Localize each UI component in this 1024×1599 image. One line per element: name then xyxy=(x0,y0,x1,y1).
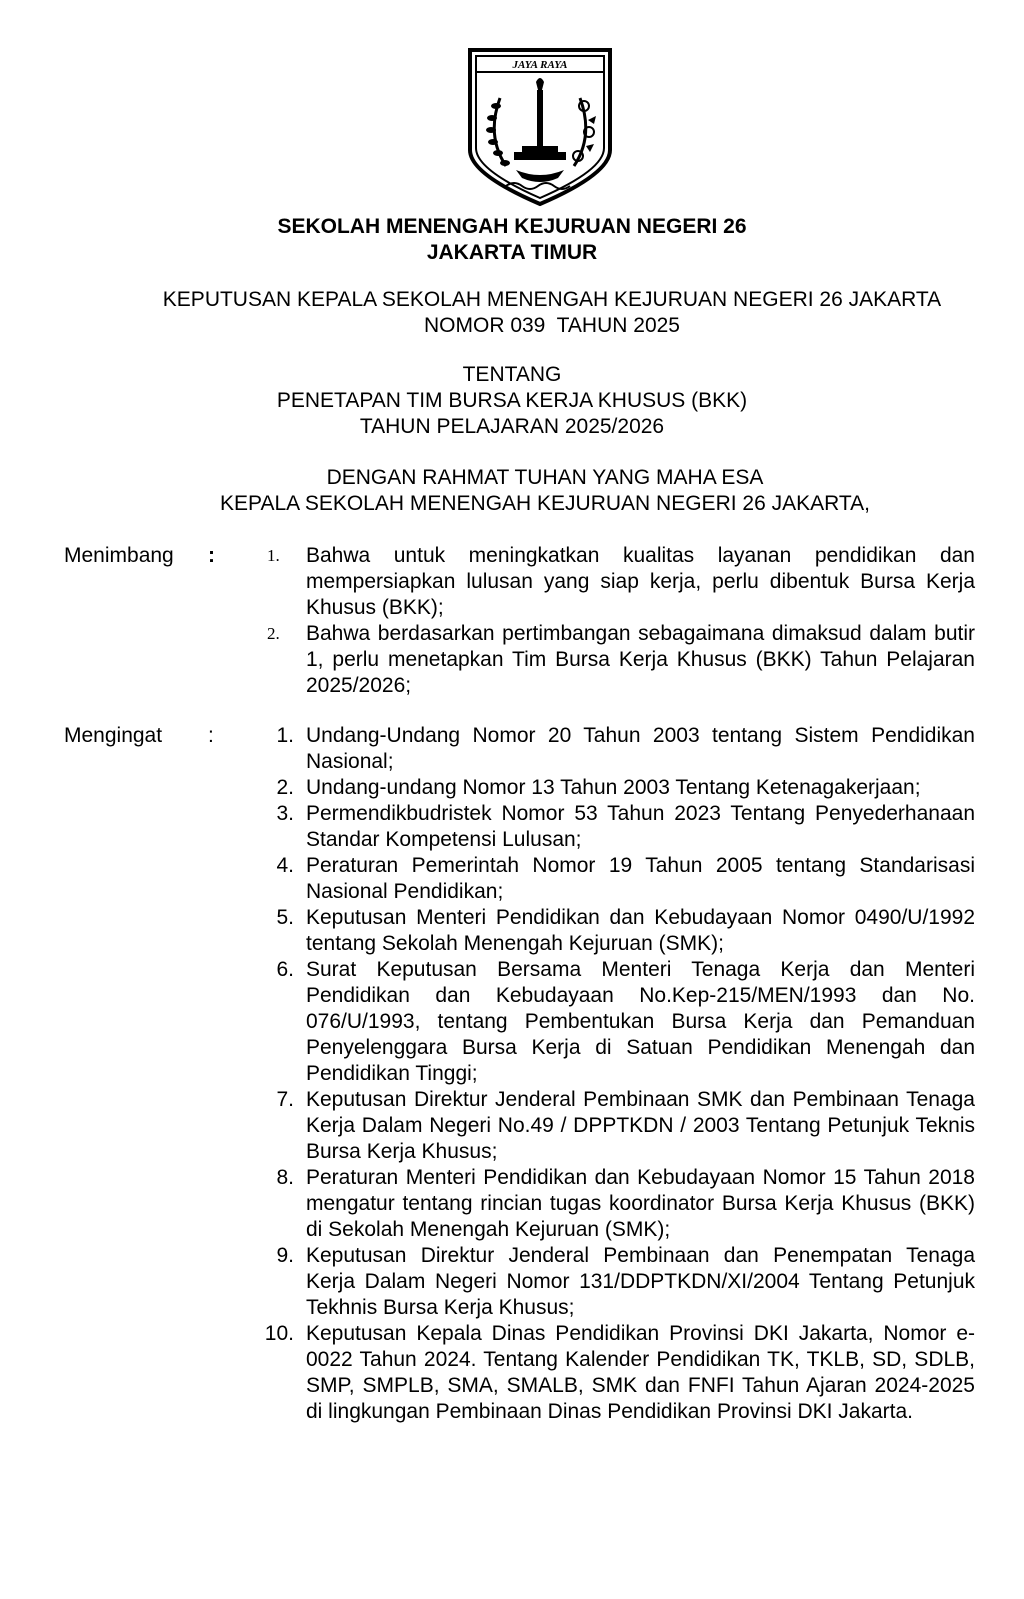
list-item-number: 4. xyxy=(276,854,294,877)
list-item-number: 2. xyxy=(267,624,280,643)
jakarta-emblem-logo xyxy=(466,46,614,208)
decree-heading xyxy=(126,287,978,339)
list-item-number: 1. xyxy=(276,724,294,747)
list-item xyxy=(258,723,975,775)
topic-label: TENTANG xyxy=(462,363,562,386)
list-item-text: Bahwa untuk meningkatkan kualitas layanan pendidikan dan mempersiapkan lulusan yang siap kerja, perlu dibentuk Bursa Kerja Khusus (BKK); xyxy=(306,544,975,619)
menimbang-label: Menimbang xyxy=(64,544,174,567)
list-item-number: 2. xyxy=(276,776,294,799)
menimbang-colon: : xyxy=(208,544,215,567)
list-item-text: Keputusan Kepala Dinas Pendidikan Provinsi DKI Jakarta, Nomor e-0022 Tahun 2024. Tentang Kalender Pendidikan TK, TKLB, SD, SDLB, SMP, SMPLB, SMA, SMALB, SMK dan FNFI Tahun Ajaran 2024-2025 di lingkungan Pembinaan Dinas Pendidikan Provinsi DKI Jakarta. xyxy=(306,1322,975,1423)
list-item xyxy=(258,853,975,905)
blessing-line-1: DENGAN RAHMAT TUHAN YANG MAHA ESA xyxy=(326,466,764,489)
decree-topic xyxy=(0,362,1024,440)
list-item xyxy=(258,621,975,699)
list-item xyxy=(258,543,975,621)
school-name: SEKOLAH MENENGAH KEJURUAN NEGERI 26 xyxy=(277,215,747,238)
list-item-number: 3. xyxy=(276,802,294,825)
list-item-text: Peraturan Menteri Pendidikan dan Kebudayaan Nomor 15 Tahun 2018 mengatur tentang rincian tugas koordinator Bursa Kerja Khusus (BKK) di Sekolah Menengah Kejuruan (SMK); xyxy=(306,1166,975,1241)
list-item xyxy=(258,905,975,957)
decree-title: KEPUTUSAN KEPALA SEKOLAH MENENGAH KEJURUAN NEGERI 26 JAKARTA xyxy=(162,288,942,311)
list-item-text: Undang-undang Nomor 13 Tahun 2003 Tentang Ketenagakerjaan; xyxy=(306,776,921,799)
blessing-line-2: KEPALA SEKOLAH MENENGAH KEJURUAN NEGERI 26 JAKARTA, xyxy=(219,492,871,515)
mengingat-list xyxy=(258,723,975,1425)
list-item xyxy=(258,1321,975,1425)
mengingat-label: Mengingat xyxy=(64,724,163,747)
list-item-number: 7. xyxy=(276,1088,294,1111)
list-item xyxy=(258,1243,975,1321)
topic-year: TAHUN PELAJARAN 2025/2026 xyxy=(359,415,665,438)
menimbang-list xyxy=(258,543,975,699)
mengingat-colon: : xyxy=(208,724,214,747)
list-item-text: Bahwa berdasarkan pertimbangan sebagaimana dimaksud dalam butir 1, perlu menetapkan Tim Bursa Kerja Khusus (BKK) Tahun Pelajaran 2025/2026; xyxy=(306,622,975,697)
list-item-text: Undang-Undang Nomor 20 Tahun 2003 tentang Sistem Pendidikan Nasional; xyxy=(306,724,975,773)
list-item-number: 5. xyxy=(276,906,294,929)
topic-subject: PENETAPAN TIM BURSA KERJA KHUSUS (BKK) xyxy=(276,389,748,412)
list-item xyxy=(258,1165,975,1243)
school-header xyxy=(0,214,1024,266)
list-item-number: 1. xyxy=(267,546,280,565)
list-item-text: Keputusan Menteri Pendidikan dan Kebudayaan Nomor 0490/U/1992 tentang Sekolah Menengah Kejuruan (SMK); xyxy=(306,906,975,955)
list-item-text: Peraturan Pemerintah Nomor 19 Tahun 2005 tentang Standarisasi Nasional Pendidikan; xyxy=(306,854,975,903)
list-item-text: Keputusan Direktur Jenderal Pembinaan SMK dan Pembinaan Tenaga Kerja Dalam Negeri No.49 / DPPTKDN / 2003 Tentang Petunjuk Teknis Bursa Kerja Khusus; xyxy=(306,1088,975,1163)
svg-text:JAYA RAYA: JAYA RAYA xyxy=(512,59,568,71)
list-item xyxy=(258,775,975,801)
list-item-text: Keputusan Direktur Jenderal Pembinaan dan Penempatan Tenaga Kerja Dalam Negeri Nomor 131/DDPTKDN/XI/2004 Tentang Petunjuk Tekhnis Bursa Kerja Khusus; xyxy=(306,1244,975,1319)
list-item-number: 8. xyxy=(276,1166,294,1189)
list-item-number: 6. xyxy=(276,958,294,981)
list-item-number: 9. xyxy=(276,1244,294,1267)
list-item-text: Surat Keputusan Bersama Menteri Tenaga Kerja dan Menteri Pendidikan dan Kebudayaan No.Kep-215/MEN/1993 dan No. 076/U/1993, tentang Pembentukan Bursa Kerja dan Pemanduan Penyelenggara Bursa Kerja di Satuan Pendidikan Menengah dan Pendidikan Tinggi; xyxy=(306,958,975,1085)
opening-blessing xyxy=(180,465,910,517)
list-item xyxy=(258,1087,975,1165)
decree-number: NOMOR 039 TAHUN 2025 xyxy=(424,314,680,337)
list-item xyxy=(258,957,975,1087)
school-city: JAKARTA TIMUR xyxy=(426,241,598,264)
list-item xyxy=(258,801,975,853)
list-item-text: Permendikbudristek Nomor 53 Tahun 2023 Tentang Penyederhanaan Standar Kompetensi Lulusan; xyxy=(306,802,975,851)
list-item-number: 10. xyxy=(264,1322,294,1345)
